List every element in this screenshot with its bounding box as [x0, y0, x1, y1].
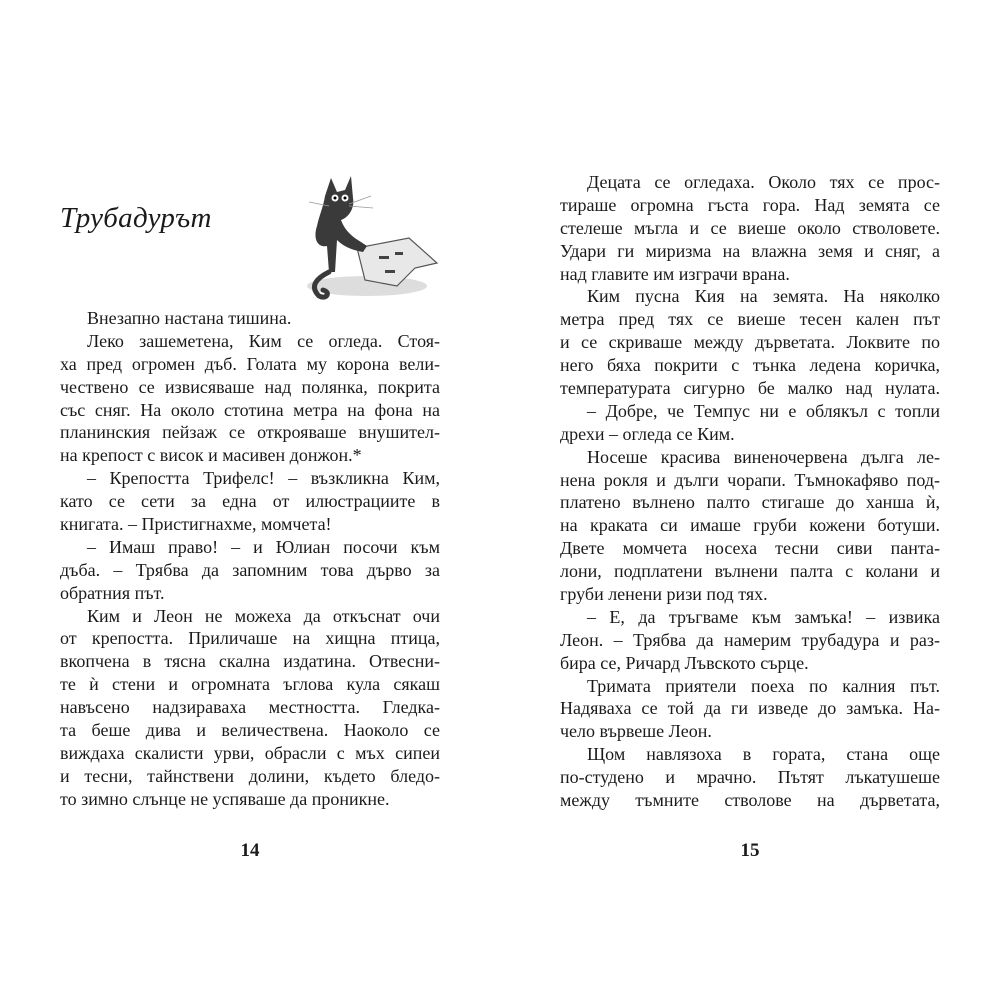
- text-line: Носеше красива виненочервена дълга ле-: [587, 446, 940, 467]
- text-line: тираше огромна гъста гора. Над земята се: [560, 194, 940, 215]
- text-line: Леко зашеметена, Ким се огледа. Стоя-: [87, 330, 440, 351]
- text-line: – Крепостта Трифелс! – възкликна Ким,: [87, 468, 440, 489]
- text-line: Децата се огледаха. Около тях се прос-: [587, 172, 940, 192]
- text-line: – Имаш право! – и Юлиан посочи към: [87, 536, 440, 557]
- text-line: – Е, да тръгваме към замъка! – извика: [587, 606, 940, 627]
- text-line: ха пред огромен дъб. Голата му корона вели-: [60, 353, 440, 374]
- text-line: груби ленени ризи под тях.: [560, 584, 768, 605]
- text-line: от крепостта. Приличаше на хищна птица,: [60, 628, 440, 649]
- text-line: чело вървеше Леон.: [560, 721, 712, 742]
- text-line: – Добре, че Темпус ни е облякъл с топли: [587, 400, 940, 421]
- text-line: температурата сигурно бе малко над нулата.: [560, 378, 940, 399]
- text-line: лони, подплатени вълнени палта с колани и: [560, 561, 940, 582]
- text-line: над главите им изграчи врана.: [560, 263, 790, 284]
- page-number: 14: [240, 840, 260, 861]
- text-line: и се скриваше между дърветата. Локвите по: [560, 332, 940, 353]
- text-line: метра пред тях се виеше тесен кален път: [560, 309, 940, 330]
- cat-illustration: [287, 168, 442, 300]
- page-number: 15: [740, 840, 760, 861]
- text-line: Удари ги миризма на влажна земя и сняг, а: [560, 240, 940, 261]
- text-line: Ким пусна Кия на земята. На няколко: [587, 286, 940, 307]
- text-line: обратния път.: [60, 582, 165, 603]
- text-line: виждаха скалисти урви, обрасли с мъх сипеи: [60, 742, 440, 763]
- right-page: [500, 0, 1000, 1000]
- text-line: книгата. – Пристигнахме, момчета!: [60, 514, 332, 535]
- text-line: те ѝ стени и огромната ъглова кула сякаш: [60, 674, 440, 695]
- text-line: и тесни, тайнствени долини, където бледо-: [60, 765, 440, 786]
- text-line: бира се, Ричард Лъвското сърце.: [560, 652, 809, 673]
- text-line: Двете момчета носеха тесни сиви панта-: [560, 538, 940, 559]
- text-line: по-студено и мрачно. Пътят лъкатушеше: [560, 767, 940, 788]
- text-line: то зимно слънце не успяваше да проникне.: [60, 788, 390, 809]
- text-line: със сняг. На около стотина метра на фона на: [60, 399, 440, 420]
- text-line: платено вълнено палто стигаше до ханша ѝ,: [560, 492, 940, 513]
- text-line: на крепост с висок и масивен донжон.*: [60, 445, 362, 466]
- text-line: Тримата приятели поеха по калния път.: [587, 675, 940, 696]
- text-line: та беше дива и величествена. Наоколо се: [60, 720, 440, 741]
- text-line: Внезапно настана тишина.: [87, 308, 292, 328]
- text-line: на краката си имаше груби кожени ботуши.: [560, 515, 940, 536]
- body-text: [560, 171, 940, 812]
- text-line: Ким и Леон не можеха да откъснат очи: [87, 605, 440, 626]
- text-line: Леон. – Трябва да намерим трубадура и раз-: [560, 629, 940, 650]
- text-line: дъба. – Трябва да запомним това дърво за: [60, 559, 440, 580]
- text-line: навъсено надзираваха местността. Гледка-: [60, 697, 440, 718]
- body-text: [60, 307, 440, 811]
- text-line: Надяваха се той да ги изведе до замъка. На-: [560, 698, 940, 719]
- text-line: нена рокля и дълги чорапи. Тъмнокафяво под-: [560, 469, 940, 490]
- text-line: дрехи – огледа се Ким.: [560, 423, 735, 444]
- text-line: чествено се извисяваше над полянка, покрита: [60, 376, 440, 397]
- text-line: стелеше мъгла и се виеше около стволовете.: [560, 217, 940, 238]
- text-line: като се сети за една от илюстрациите в: [60, 491, 440, 512]
- text-line: планинския пейзаж се открояваше внушител-: [60, 422, 440, 443]
- text-line: Щом навлязоха в гората, стана още: [587, 744, 940, 765]
- text-line: между тъмните стволове на дърветата,: [560, 790, 940, 811]
- text-line: него бяха покрити с тънка ледена коричка,: [560, 355, 940, 376]
- chapter-title: Трубадурът: [60, 202, 212, 234]
- text-line: вкопчена в тясна скална издатина. Отвесни-: [60, 651, 440, 672]
